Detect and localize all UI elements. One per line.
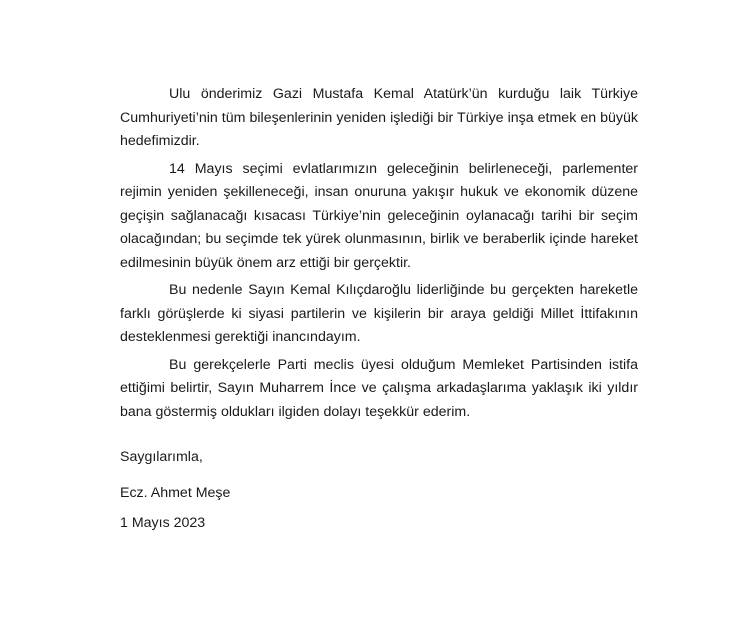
paragraph-2: 14 Mayıs seçimi evlatlarımızın geleceğinin belirleneceği, parlementer rejimin yeniden şekilleneceği, insan onuruna yakışır hukuk ve ekonomik düzene geçişin sağlanacağı kısacası Türkiye’nin geleceğinin oylanacağı tarihi bir seçim olacağından; bu seçimde tek yürek olunmasının, birlik ve beraberlik içinde hareket edilmesinin büyük önem arz ettiği bir gerçektir. xyxy=(120,160,638,271)
closing-greeting: Saygılarımla, xyxy=(120,449,203,465)
paragraph-4: Bu gerekçelerle Parti meclis üyesi olduğum Memleket Partisinden istifa ettiğimi belirtir, Sayın Muharrem İnce ve çalışma arkadaşlarıma yaklaşık iki yıldır bana göstermiş oldukları ilgiden dolayı teşekkür ederim. xyxy=(120,356,638,420)
letter-date: 1 Mayıs 2023 xyxy=(120,515,206,531)
signature-name: Ecz. Ahmet Meşe xyxy=(120,485,231,501)
paragraph-1: Ulu önderimiz Gazi Mustafa Kemal Atatürk’ün kurduğu laik Türkiye Cumhuriyeti’nin tüm bileşenlerinin yeniden işlediği bir Türkiye inşa etmek en büyük hedefimizdir. xyxy=(120,86,638,149)
paragraph-3: Bu nedenle Sayın Kemal Kılıçdaroğlu liderliğinde bu gerçekten hareketle farklı görüşlerde ki siyasi partilerin ve kişilerin bir araya geldiği Millet İttifakının desteklenmesi gerektiği inancındayım. xyxy=(120,282,638,345)
letter-body xyxy=(120,83,638,428)
